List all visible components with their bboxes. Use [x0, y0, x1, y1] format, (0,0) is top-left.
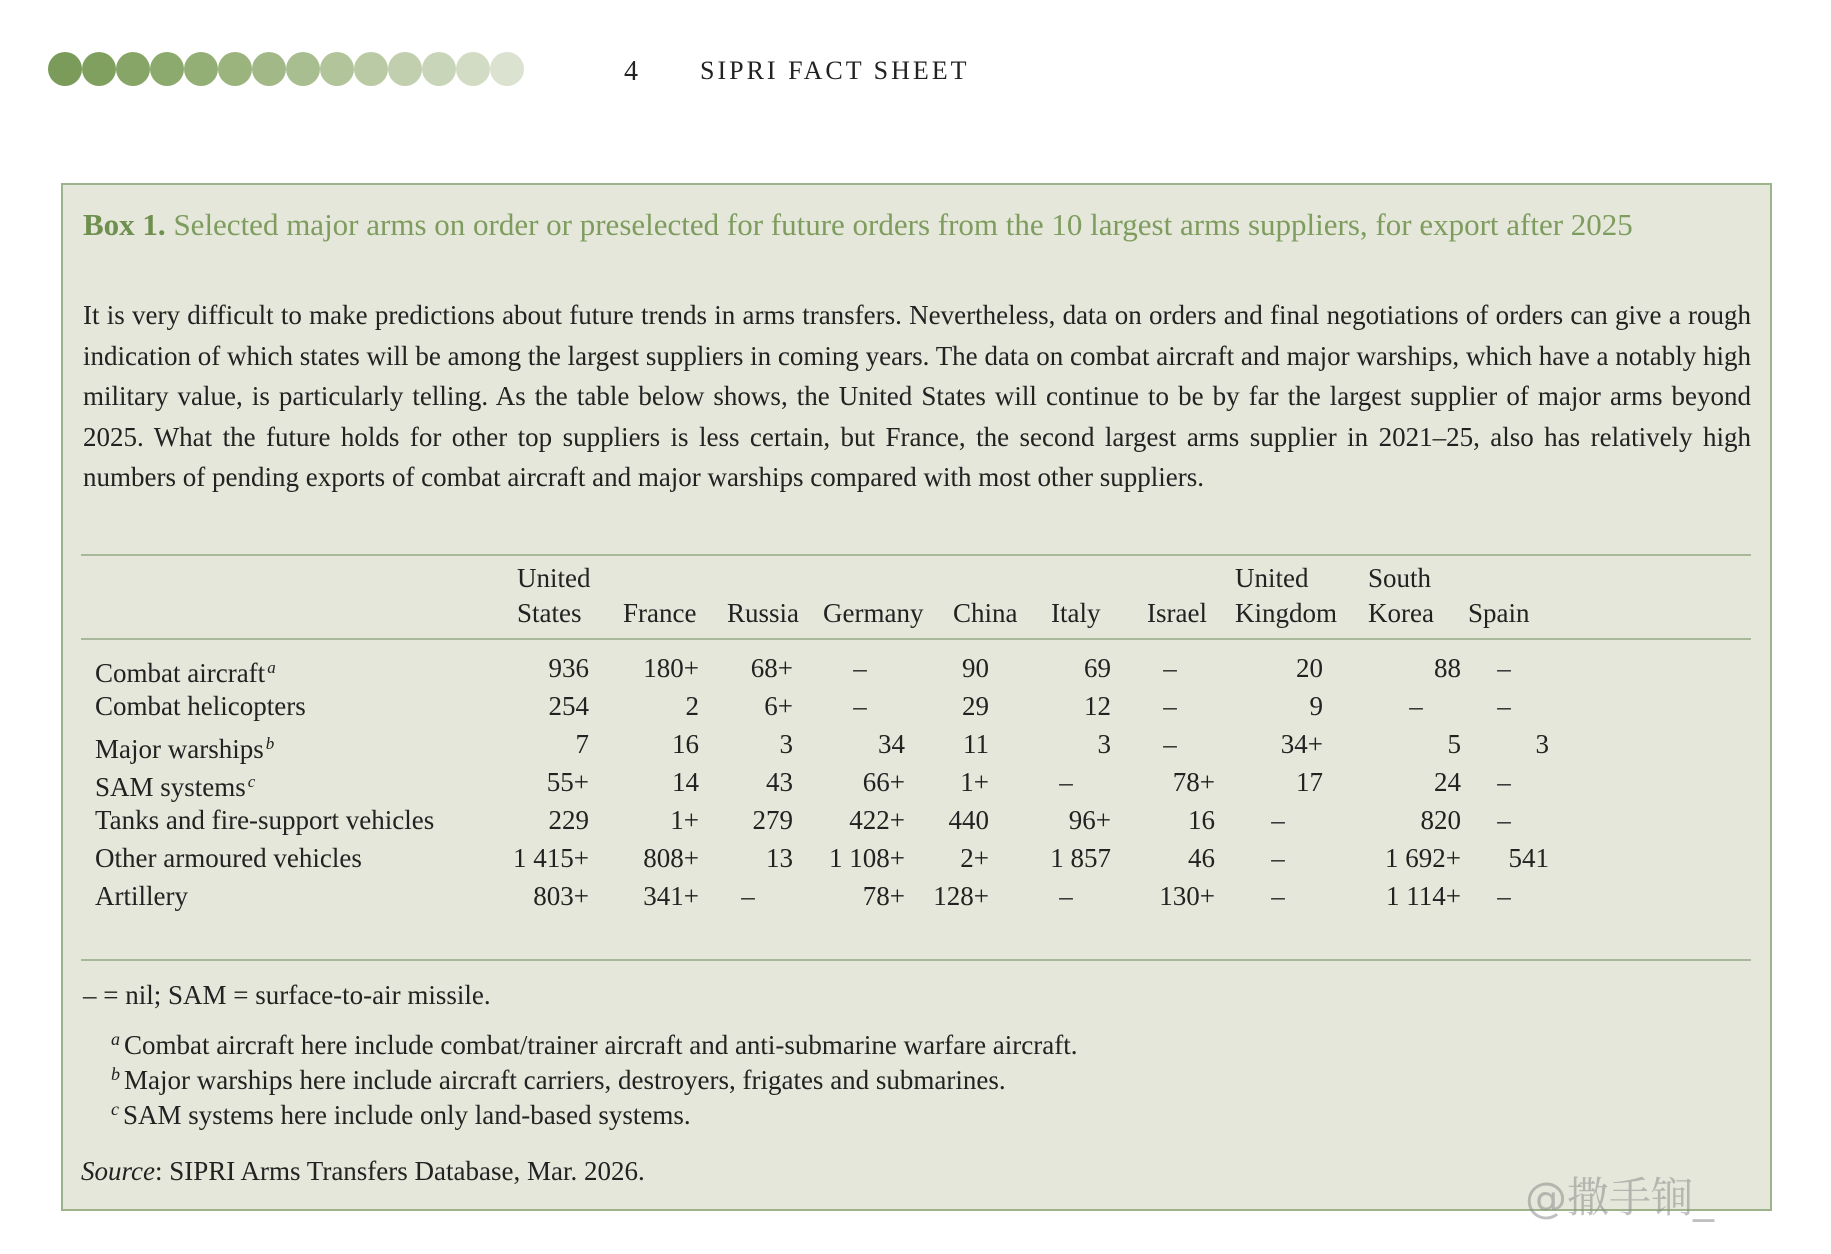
table-cell: 14 — [672, 767, 699, 797]
table-cell: 17 — [1296, 767, 1323, 797]
row-label-text: Tanks and fire-support vehicles — [95, 805, 435, 835]
table-cell: – — [1059, 767, 1073, 797]
table-cell: 422+ — [849, 805, 905, 835]
row-label-text: SAM systems — [95, 772, 246, 802]
column-header-line2: France — [623, 598, 697, 628]
table-cell: – — [853, 653, 867, 683]
table-cell: 254 — [548, 691, 589, 721]
source-note — [81, 1151, 645, 1191]
box-title-text: Selected major arms on order or preselected for future orders from the 10 largest arms suppliers, for export after 2025 — [165, 207, 1633, 242]
table-cell: 803+ — [533, 881, 589, 911]
decorative-dot — [48, 52, 82, 86]
table-cell: 820 — [1420, 805, 1461, 835]
column-header-line2: China — [953, 598, 1018, 628]
source-text: : SIPRI Arms Transfers Database, Mar. 2026. — [154, 1156, 645, 1186]
footnote-text: Major warships here include aircraft carriers, destroyers, frigates and submarines. — [124, 1065, 1006, 1095]
row-label-text: Major warships — [95, 734, 264, 764]
table-cell: 16 — [672, 729, 699, 759]
table-cell: – — [1271, 805, 1285, 835]
column-header-line2: Kingdom — [1235, 598, 1338, 628]
table-cell: 1 692+ — [1385, 843, 1461, 873]
table-row — [81, 874, 1751, 918]
table-cell: 34+ — [1280, 729, 1323, 759]
footnote-marker: c — [247, 772, 256, 791]
table-cell: 88 — [1434, 653, 1461, 683]
row-label-text: Artillery — [95, 881, 188, 911]
table-cell: 78+ — [862, 881, 905, 911]
table-cell: 43 — [766, 767, 793, 797]
column-header-line2: Israel — [1147, 598, 1207, 628]
table-cell: – — [1497, 881, 1511, 911]
table-cell: 66+ — [862, 767, 905, 797]
decorative-dot — [422, 52, 456, 86]
page-number: 4 — [624, 56, 639, 87]
decorative-dot — [456, 52, 490, 86]
column-header-line1: United — [517, 563, 591, 593]
table-cell: 55+ — [546, 767, 589, 797]
table-cell: – — [1497, 691, 1511, 721]
table-cell: 9 — [1309, 691, 1323, 721]
table-cell: – — [1497, 767, 1511, 797]
decorative-dot — [320, 52, 354, 86]
footnote-text: Combat aircraft here include combat/trainer aircraft and anti-submarine warfare aircraft. — [124, 1030, 1078, 1060]
table-cell: 78+ — [1172, 767, 1215, 797]
row-label-text: Combat helicopters — [95, 691, 306, 721]
decorative-dot — [150, 52, 184, 86]
table-cell: 3 — [1097, 729, 1111, 759]
table-cell: 16 — [1188, 805, 1215, 835]
footnote-marker: a — [267, 658, 276, 677]
table-cell: 69 — [1084, 653, 1111, 683]
column-header-line2: Russia — [727, 598, 800, 628]
footnote-text: SAM systems here include only land-based systems. — [123, 1100, 691, 1130]
table-cell: – — [1409, 691, 1423, 721]
arms-table — [81, 556, 1751, 936]
weibo-watermark: @撒手锏_ — [1525, 1173, 1715, 1222]
decorative-dot — [490, 52, 524, 86]
decorative-dot — [82, 52, 116, 86]
table-cell: 130+ — [1159, 881, 1215, 911]
column-header-line2: Germany — [823, 598, 924, 628]
table-cell: 11 — [963, 729, 989, 759]
column-header-line1: United — [1235, 563, 1309, 593]
table-cell: 128+ — [933, 881, 989, 911]
table-cell: 1+ — [670, 805, 699, 835]
table-cell: 541 — [1508, 843, 1549, 873]
table-cell: 229 — [548, 805, 589, 835]
table-cell: 3 — [779, 729, 793, 759]
decorative-dot — [388, 52, 422, 86]
box-intro-paragraph: It is very difficult to make predictions about future trends in arms transfers. Nevertheless, data on orders and final negotiations of orders can give a rough indication of which states will be among the largest suppliers in coming years. The data on combat aircraft and major warships, which have a notably high military value, is particularly telling. As the table below shows, the United States will continue to be by far the largest supplier of major arms beyond 2025. What the future holds for other top suppliers is less certain, but France, the second largest arms supplier in 2021–25, also has relatively high numbers of pending exports of combat aircraft and major warships compared with most other suppliers. — [83, 300, 1751, 492]
table-cell: 12 — [1084, 691, 1111, 721]
decorative-dot — [354, 52, 388, 86]
row-label — [95, 874, 188, 918]
table-cell: – — [1059, 881, 1073, 911]
column-header-line2: States — [517, 598, 582, 628]
table-cell: 6+ — [764, 691, 793, 721]
table-cell: 46 — [1188, 843, 1215, 873]
table-cell: – — [1163, 653, 1177, 683]
table-cell: – — [853, 691, 867, 721]
table-cell: 1 415+ — [513, 843, 589, 873]
column-header-line2: Korea — [1368, 598, 1434, 628]
table-cell: 34 — [878, 729, 905, 759]
decorative-dot-row — [48, 52, 524, 86]
footnote-mark: a — [111, 1029, 120, 1049]
column-header-line1: South — [1368, 563, 1432, 593]
table-cell: 13 — [766, 843, 793, 873]
footnote-marker: b — [265, 734, 275, 753]
table-cell: 90 — [962, 653, 989, 683]
table-cell: 180+ — [643, 653, 699, 683]
decorative-dot — [286, 52, 320, 86]
decorative-dot — [218, 52, 252, 86]
table-cell: 20 — [1296, 653, 1323, 683]
table-cell: 1 114+ — [1386, 881, 1461, 911]
table-cell: – — [1271, 881, 1285, 911]
table-cell: – — [1497, 653, 1511, 683]
table-bottom-rule — [81, 959, 1751, 961]
table-cell: 2+ — [960, 843, 989, 873]
footnote-mark: b — [111, 1064, 120, 1084]
source-label: Source — [81, 1156, 155, 1186]
table-legend: – = nil; SAM = surface-to-air missile. — [83, 980, 491, 1010]
box-title — [83, 203, 1743, 247]
running-title: SIPRI FACT SHEET — [700, 56, 970, 85]
table-cell: 2 — [685, 691, 699, 721]
table-cell: – — [1271, 843, 1285, 873]
footnote-mark: c — [111, 1099, 119, 1119]
table-cell: 1 108+ — [829, 843, 905, 873]
table-cell: 7 — [575, 729, 589, 759]
column-header-line2: Spain — [1468, 598, 1530, 628]
table-cell: 68+ — [750, 653, 793, 683]
table-cell: – — [1163, 691, 1177, 721]
table-cell: 3 — [1535, 729, 1549, 759]
table-cell: – — [1163, 729, 1177, 759]
table-cell: 279 — [752, 805, 793, 835]
table-header-rule — [81, 638, 1751, 640]
table-cell: 1 857 — [1050, 843, 1111, 873]
table-cell: 24 — [1434, 767, 1461, 797]
decorative-dot — [184, 52, 218, 86]
table-cell: 341+ — [643, 881, 699, 911]
decorative-dot — [116, 52, 150, 86]
row-label-text: Combat aircraft — [95, 658, 266, 688]
table-cell: – — [1497, 805, 1511, 835]
table-cell: 5 — [1447, 729, 1461, 759]
box-title-label: Box 1. — [83, 207, 166, 242]
column-header-line2: Italy — [1051, 598, 1101, 628]
table-cell: 29 — [962, 691, 989, 721]
table-cell: 96+ — [1068, 805, 1111, 835]
table-cell: 440 — [948, 805, 989, 835]
row-label-text: Other armoured vehicles — [95, 843, 362, 873]
table-cell: 808+ — [643, 843, 699, 873]
box-1 — [61, 183, 1772, 1211]
table-cell: 936 — [548, 653, 589, 683]
decorative-dot — [252, 52, 286, 86]
footnote — [111, 1089, 691, 1135]
table-cell: 1+ — [960, 767, 989, 797]
table-cell: – — [741, 881, 755, 911]
page-header — [48, 50, 1148, 90]
